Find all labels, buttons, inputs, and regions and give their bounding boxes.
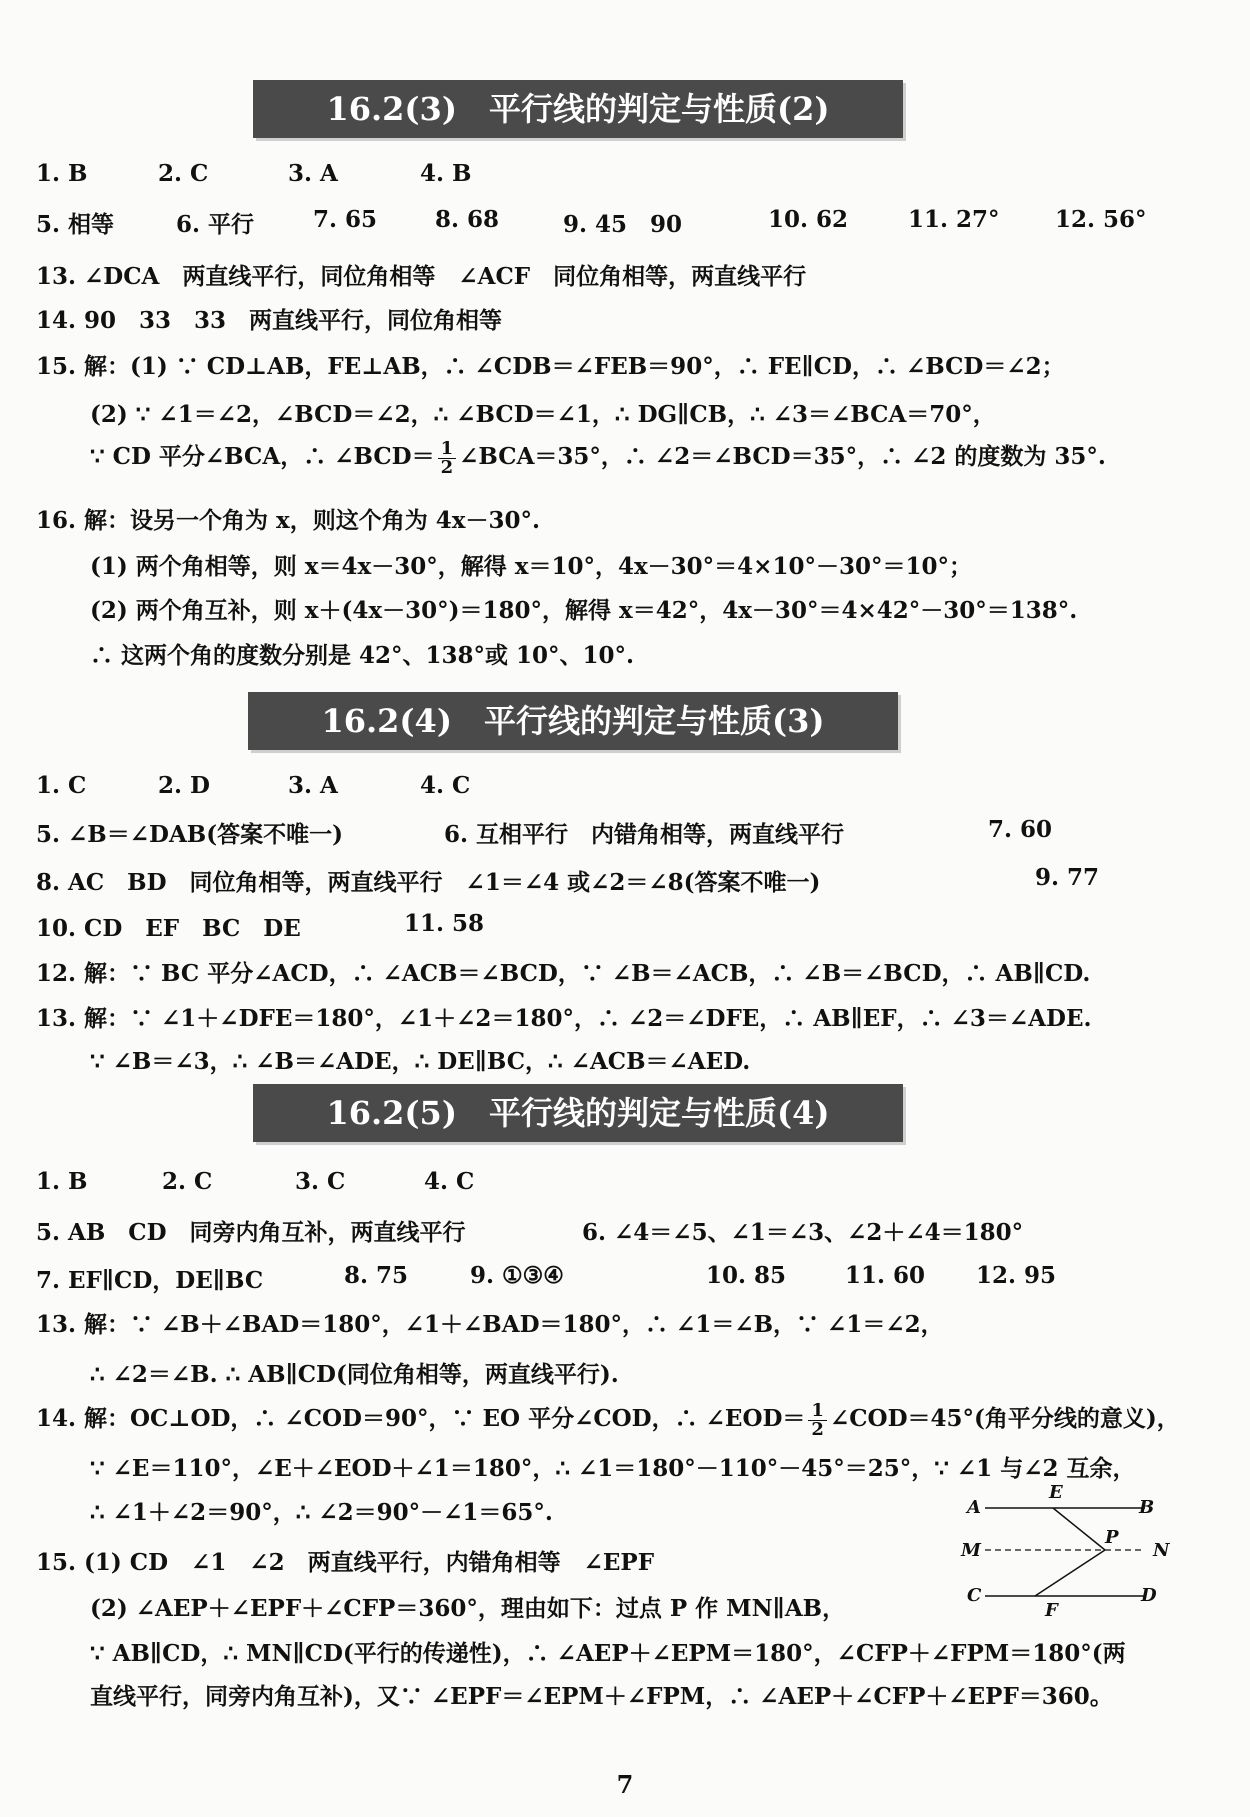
fraction-denominator: 2 xyxy=(440,456,454,478)
answer-16-line-1: 16. 解：设另一个角为 x，则这个角为 4x－30°. xyxy=(36,507,540,534)
answer-14: 14. 90 33 33 两直线平行，同位角相等 xyxy=(36,307,503,334)
answer-13-line-1: 13. 解：∵ ∠B＋∠BAD＝180°，∠1＋∠BAD＝180°，∴ ∠1＝∠B，∵ ∠1＝∠2， xyxy=(36,1311,944,1338)
label-e: E xyxy=(1049,1482,1063,1503)
answer-6: 6. 互相平行 内错角相等，两直线平行 xyxy=(444,821,845,848)
section-title-16-2-4: 16.2(4) 平行线的判定与性质(3) xyxy=(248,692,898,750)
answer-14-line-1 xyxy=(36,1400,1180,1439)
answer-14-line-1-start: 14. 解：OC⊥OD，∴ ∠COD＝90°，∵ EO 平分∠COD，∴ ∠EOD＝ xyxy=(36,1405,806,1432)
answer-4: 4. C xyxy=(424,1168,475,1195)
answer-12: 12. 56° xyxy=(1055,206,1147,233)
answer-3: 3. A xyxy=(288,160,338,187)
answer-15-line-1: 15. 解：(1) ∵ CD⊥AB，FE⊥AB，∴ ∠CDB＝∠FEB＝90°，∴ FE∥CD，∴ ∠BCD＝∠2； xyxy=(36,353,1065,380)
fraction-denominator: 2 xyxy=(811,1418,824,1440)
answer-6: 6. ∠4＝∠5、∠1＝∠3、∠2＋∠4＝180° xyxy=(582,1219,1024,1246)
answer-1: 1. C xyxy=(36,772,87,799)
answer-14-line-2: ∵ ∠E＝110°，∠E＋∠EOD＋∠1＝180°，∴ ∠1＝180°－110°－45°＝25°，∵ ∠1 与∠2 互余， xyxy=(90,1455,1136,1482)
label-a: A xyxy=(967,1497,981,1518)
answer-12: 12. 95 xyxy=(976,1262,1057,1289)
answer-3: 3. A xyxy=(288,772,338,799)
fraction-numerator: 1 xyxy=(808,1402,827,1421)
page-number: 7 xyxy=(616,1770,634,1799)
answer-15-line-2: (2) ∵ ∠1＝∠2，∠BCD＝∠2，∴ ∠BCD＝∠1，∴ DG∥CB，∴ ∠3＝∠BCA＝70°， xyxy=(90,401,996,428)
answer-15-line-2: (2) ∠AEP＋∠EPF＋∠CFP＝360°，理由如下：过点 P 作 MN∥AB， xyxy=(90,1595,846,1622)
fraction-numerator: 1 xyxy=(438,440,457,459)
answer-2: 2. C xyxy=(162,1168,213,1195)
section-title-16-2-3: 16.2(3) 平行线的判定与性质(2) xyxy=(253,80,903,138)
answer-13-line-2: ∵ ∠B＝∠3，∴ ∠B＝∠ADE，∴ DE∥BC，∴ ∠ACB＝∠AED. xyxy=(90,1048,751,1075)
answer-16-line-2: (1) 两个角相等，则 x＝4x－30°，解得 x＝10°，4x－30°＝4×10°－30°＝10°； xyxy=(90,553,972,580)
answer-15-line-1: 15. (1) CD ∠1 ∠2 两直线平行，内错角相等 ∠EPF xyxy=(36,1549,655,1576)
answer-6: 6. 平行 xyxy=(176,211,255,238)
answer-8: 8. AC BD 同位角相等，两直线平行 ∠1＝∠4 或∠2＝∠8(答案不唯一) xyxy=(36,869,821,896)
answer-7: 7. EF∥CD，DE∥BC xyxy=(36,1267,264,1294)
label-f: F xyxy=(1045,1600,1058,1620)
fraction-one-half xyxy=(808,1399,827,1440)
segment-pf xyxy=(1035,1550,1105,1596)
answer-8: 8. 75 xyxy=(344,1262,409,1289)
answer-10: 10. 62 xyxy=(768,206,849,233)
answer-1: 1. B xyxy=(36,160,88,187)
answer-1: 1. B xyxy=(36,1168,88,1195)
answer-13: 13. ∠DCA 两直线平行，同位角相等 ∠ACF 同位角相等，两直线平行 xyxy=(36,263,807,290)
answer-15-line-3-end: ∠BCA＝35°，∴ ∠2＝∠BCD＝35°，∴ ∠2 的度数为 35°. xyxy=(459,443,1106,470)
answer-8: 8. 68 xyxy=(435,206,500,233)
answer-15-line-3-start: ∵ CD 平分∠BCA，∴ ∠BCD＝ xyxy=(90,443,435,470)
answer-16-line-4: ∴ 这两个角的度数分别是 42°、138°或 10°、10°. xyxy=(90,642,635,669)
answer-10: 10. 85 xyxy=(706,1262,787,1289)
label-n: N xyxy=(1153,1540,1170,1561)
answer-9: 9. 45 90 xyxy=(563,211,683,238)
answer-15-line-4: 直线平行，同旁内角互补)，又∵ ∠EPF＝∠EPM＋∠FPM，∴ ∠AEP＋∠CFP＋∠EPF＝360。 xyxy=(90,1683,1113,1710)
answer-5: 5. ∠B＝∠DAB(答案不唯一) xyxy=(36,821,343,848)
answer-11: 11. 27° xyxy=(908,206,1000,233)
answer-5: 5. 相等 xyxy=(36,211,115,238)
answer-16-line-3: (2) 两个角互补，则 x＋(4x－30°)＝180°，解得 x＝42°，4x－30°＝4×42°－30°＝138°. xyxy=(90,597,1078,624)
answer-2: 2. D xyxy=(158,772,210,799)
label-d: D xyxy=(1141,1585,1157,1606)
answer-2: 2. C xyxy=(158,160,209,187)
label-c: C xyxy=(967,1585,982,1606)
section-title-16-2-5: 16.2(5) 平行线的判定与性质(4) xyxy=(253,1084,903,1142)
answer-10: 10. CD EF BC DE xyxy=(36,915,301,942)
segment-ep xyxy=(1053,1508,1105,1550)
label-b: B xyxy=(1139,1497,1155,1518)
answer-4: 4. C xyxy=(420,772,471,799)
label-p: P xyxy=(1105,1527,1119,1548)
answer-11: 11. 60 xyxy=(845,1262,926,1289)
parallel-lines-figure xyxy=(955,1480,1175,1620)
answer-15-line-3: ∵ AB∥CD，∴ MN∥CD(平行的传递性)，∴ ∠AEP＋∠EPM＝180°，∠CFP＋∠FPM＝180°(两 xyxy=(90,1640,1126,1667)
fraction-one-half xyxy=(438,437,457,478)
label-m: M xyxy=(961,1540,981,1561)
answer-13-line-1: 13. 解：∵ ∠1＋∠DFE＝180°，∠1＋∠2＝180°，∴ ∠2＝∠DFE，∴ AB∥EF，∴ ∠3＝∠ADE. xyxy=(36,1005,1092,1032)
answer-12: 12. 解：∵ BC 平分∠ACD，∴ ∠ACB＝∠BCD，∵ ∠B＝∠ACB，∴ ∠B＝∠BCD，∴ AB∥CD. xyxy=(36,960,1091,987)
answer-7: 7. 60 xyxy=(988,816,1053,843)
answer-14-line-1-end: ∠COD＝45°(角平分线的意义)， xyxy=(829,1405,1180,1432)
answer-7: 7. 65 xyxy=(313,206,378,233)
answer-9: 9. 77 xyxy=(1035,864,1100,891)
answer-5: 5. AB CD 同旁内角互补，两直线平行 xyxy=(36,1219,466,1246)
answer-9: 9. ①③④ xyxy=(470,1262,564,1289)
answer-4: 4. B xyxy=(420,160,472,187)
answer-11: 11. 58 xyxy=(404,910,485,937)
answer-14-line-3: ∴ ∠1＋∠2＝90°，∴ ∠2＝90°－∠1＝65°. xyxy=(90,1499,553,1526)
answer-3: 3. C xyxy=(295,1168,346,1195)
answer-15-line-3 xyxy=(90,438,1106,477)
answer-13-line-2: ∴ ∠2＝∠B. ∴ AB∥CD(同位角相等，两直线平行). xyxy=(90,1361,619,1388)
